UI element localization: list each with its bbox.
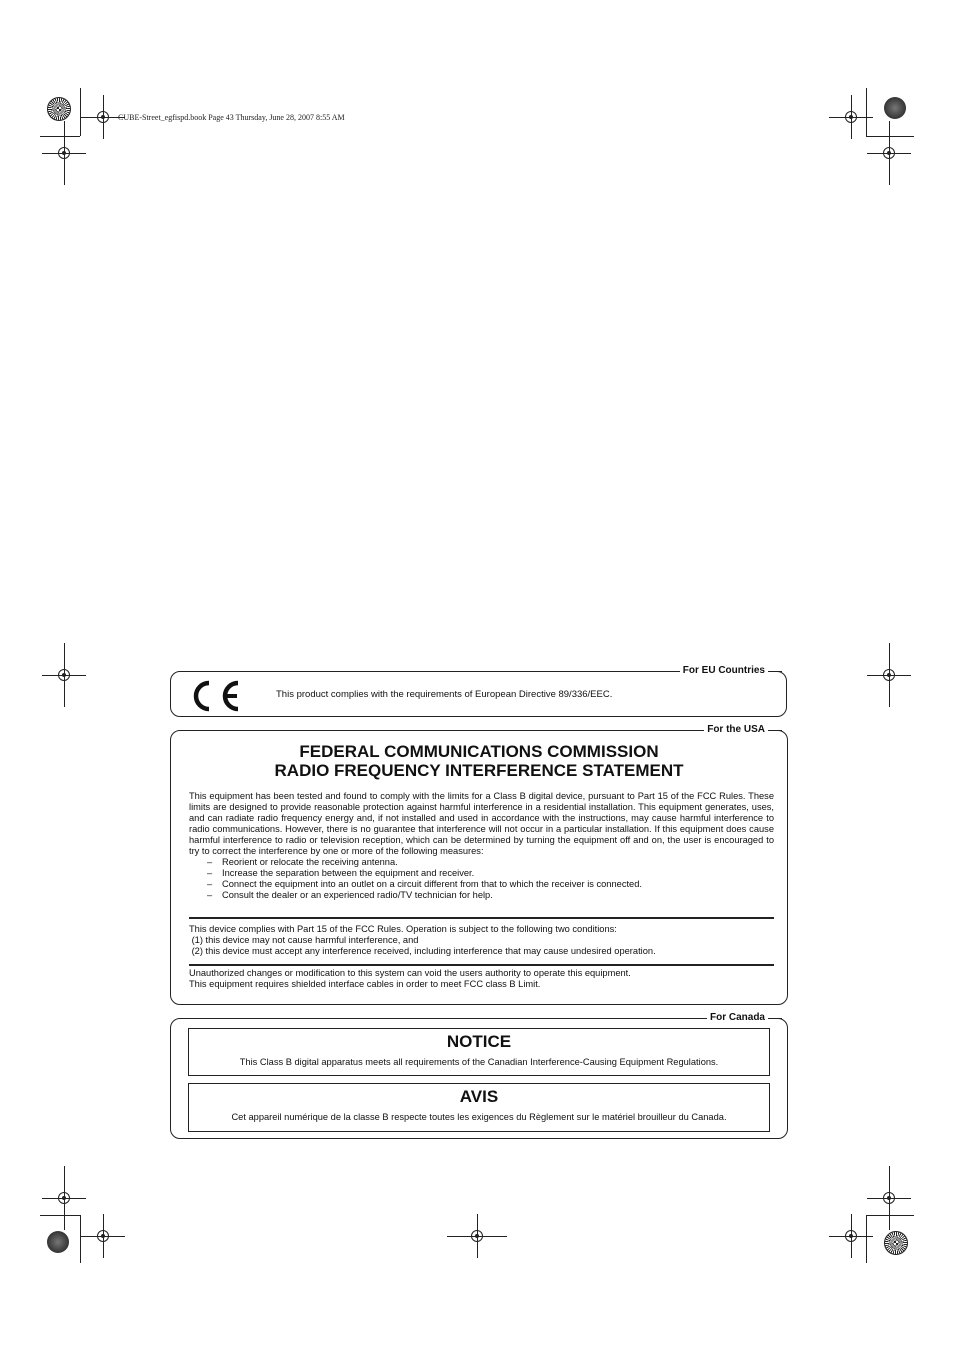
list-item: – Consult the dealer or an experienced radio/TV technician for help. <box>207 890 774 901</box>
registration-disc-bottom-left <box>47 1231 69 1253</box>
usa-section-tag: For the USA <box>704 724 768 735</box>
registration-disc-top-right <box>884 97 906 119</box>
notice-box <box>188 1028 770 1076</box>
avis-text: Cet appareil numérique de la classe B respecte toutes les exigences du Règlement sur le matériel brouilleur du Canada. <box>231 1112 727 1122</box>
eu-section-tag: For EU Countries <box>680 665 768 676</box>
condition-2: (2) this device must accept any interference received, including interference that may cause undesired operation. <box>189 946 656 956</box>
crop-mark <box>80 1215 81 1263</box>
unauthorized-changes-line: Unauthorized changes or modification to this system can void the users authority to operate this equipment. <box>189 968 631 978</box>
fcc-title-line-1: FEDERAL COMMUNICATIONS COMMISSION <box>299 742 659 761</box>
crop-mark <box>866 1215 914 1216</box>
registration-disc-bottom-right <box>884 1231 908 1255</box>
section-divider <box>189 964 774 966</box>
fcc-title-line-2: RADIO FREQUENCY INTERFERENCE STATEMENT <box>274 761 684 780</box>
interference-measures-list <box>189 857 774 901</box>
crop-mark <box>866 1215 867 1263</box>
condition-1: (1) this device may not cause harmful interference, and <box>189 935 419 945</box>
crop-mark <box>866 136 914 137</box>
registration-disc-top-left <box>47 97 71 121</box>
avis-box <box>188 1083 770 1132</box>
ce-mark-icon <box>185 680 241 712</box>
list-item: – Connect the equipment into an outlet on a circuit different from that to which the receiver is connected. <box>207 879 774 890</box>
crop-mark <box>80 88 81 136</box>
fcc-intro-paragraph: This equipment has been tested and found to comply with the limits for a Class B digital device, pursuant to Part 15 of the FCC Rules. These limits are designed to provide reasonable protection against harmful interference in a residential installation. This equipment generates, uses, and can radiate radio frequency energy and, if not installed and used in accordance with the instructions, may cause harmful interference to radio communications. However, there is no guarantee that interference will not occur in a particular installation. If this equipment does cause harmful interference to radio or television reception, which can be determined by turning the equipment off and on, the user is encouraged to try to correct the interference by one or more of the following measures: <box>189 791 774 856</box>
part15-conditions <box>189 924 774 957</box>
canada-panel <box>170 1012 788 1139</box>
fcc-statement <box>189 791 774 901</box>
list-item: – Increase the separation between the equipment and receiver. <box>207 868 774 879</box>
fcc-warnings <box>189 968 774 990</box>
shielded-cables-line: This equipment requires shielded interface cables in order to meet FCC class B Limit. <box>189 979 541 989</box>
crop-mark <box>40 1215 80 1216</box>
crop-mark <box>40 136 80 137</box>
canada-section-tag: For Canada <box>707 1012 768 1023</box>
crop-mark <box>866 88 867 136</box>
usa-fcc-panel <box>170 724 788 1005</box>
list-item: – Reorient or relocate the receiving antenna. <box>207 857 774 868</box>
notice-title: NOTICE <box>446 1032 512 1051</box>
file-info-header: CUBE-Street_egfispd.book Page 43 Thursday, June 28, 2007 8:55 AM <box>118 113 345 122</box>
section-divider <box>189 917 774 919</box>
notice-text: This Class B digital apparatus meets all requirements of the Canadian Interference-Causing Equipment Regulations. <box>239 1057 719 1067</box>
avis-title: AVIS <box>459 1087 499 1106</box>
eu-compliance-panel <box>170 665 787 717</box>
eu-directive-text: This product complies with the requirements of European Directive 89/336/EEC. <box>276 689 613 700</box>
part15-line: This device complies with Part 15 of the FCC Rules. Operation is subject to the following two conditions: <box>189 924 617 934</box>
